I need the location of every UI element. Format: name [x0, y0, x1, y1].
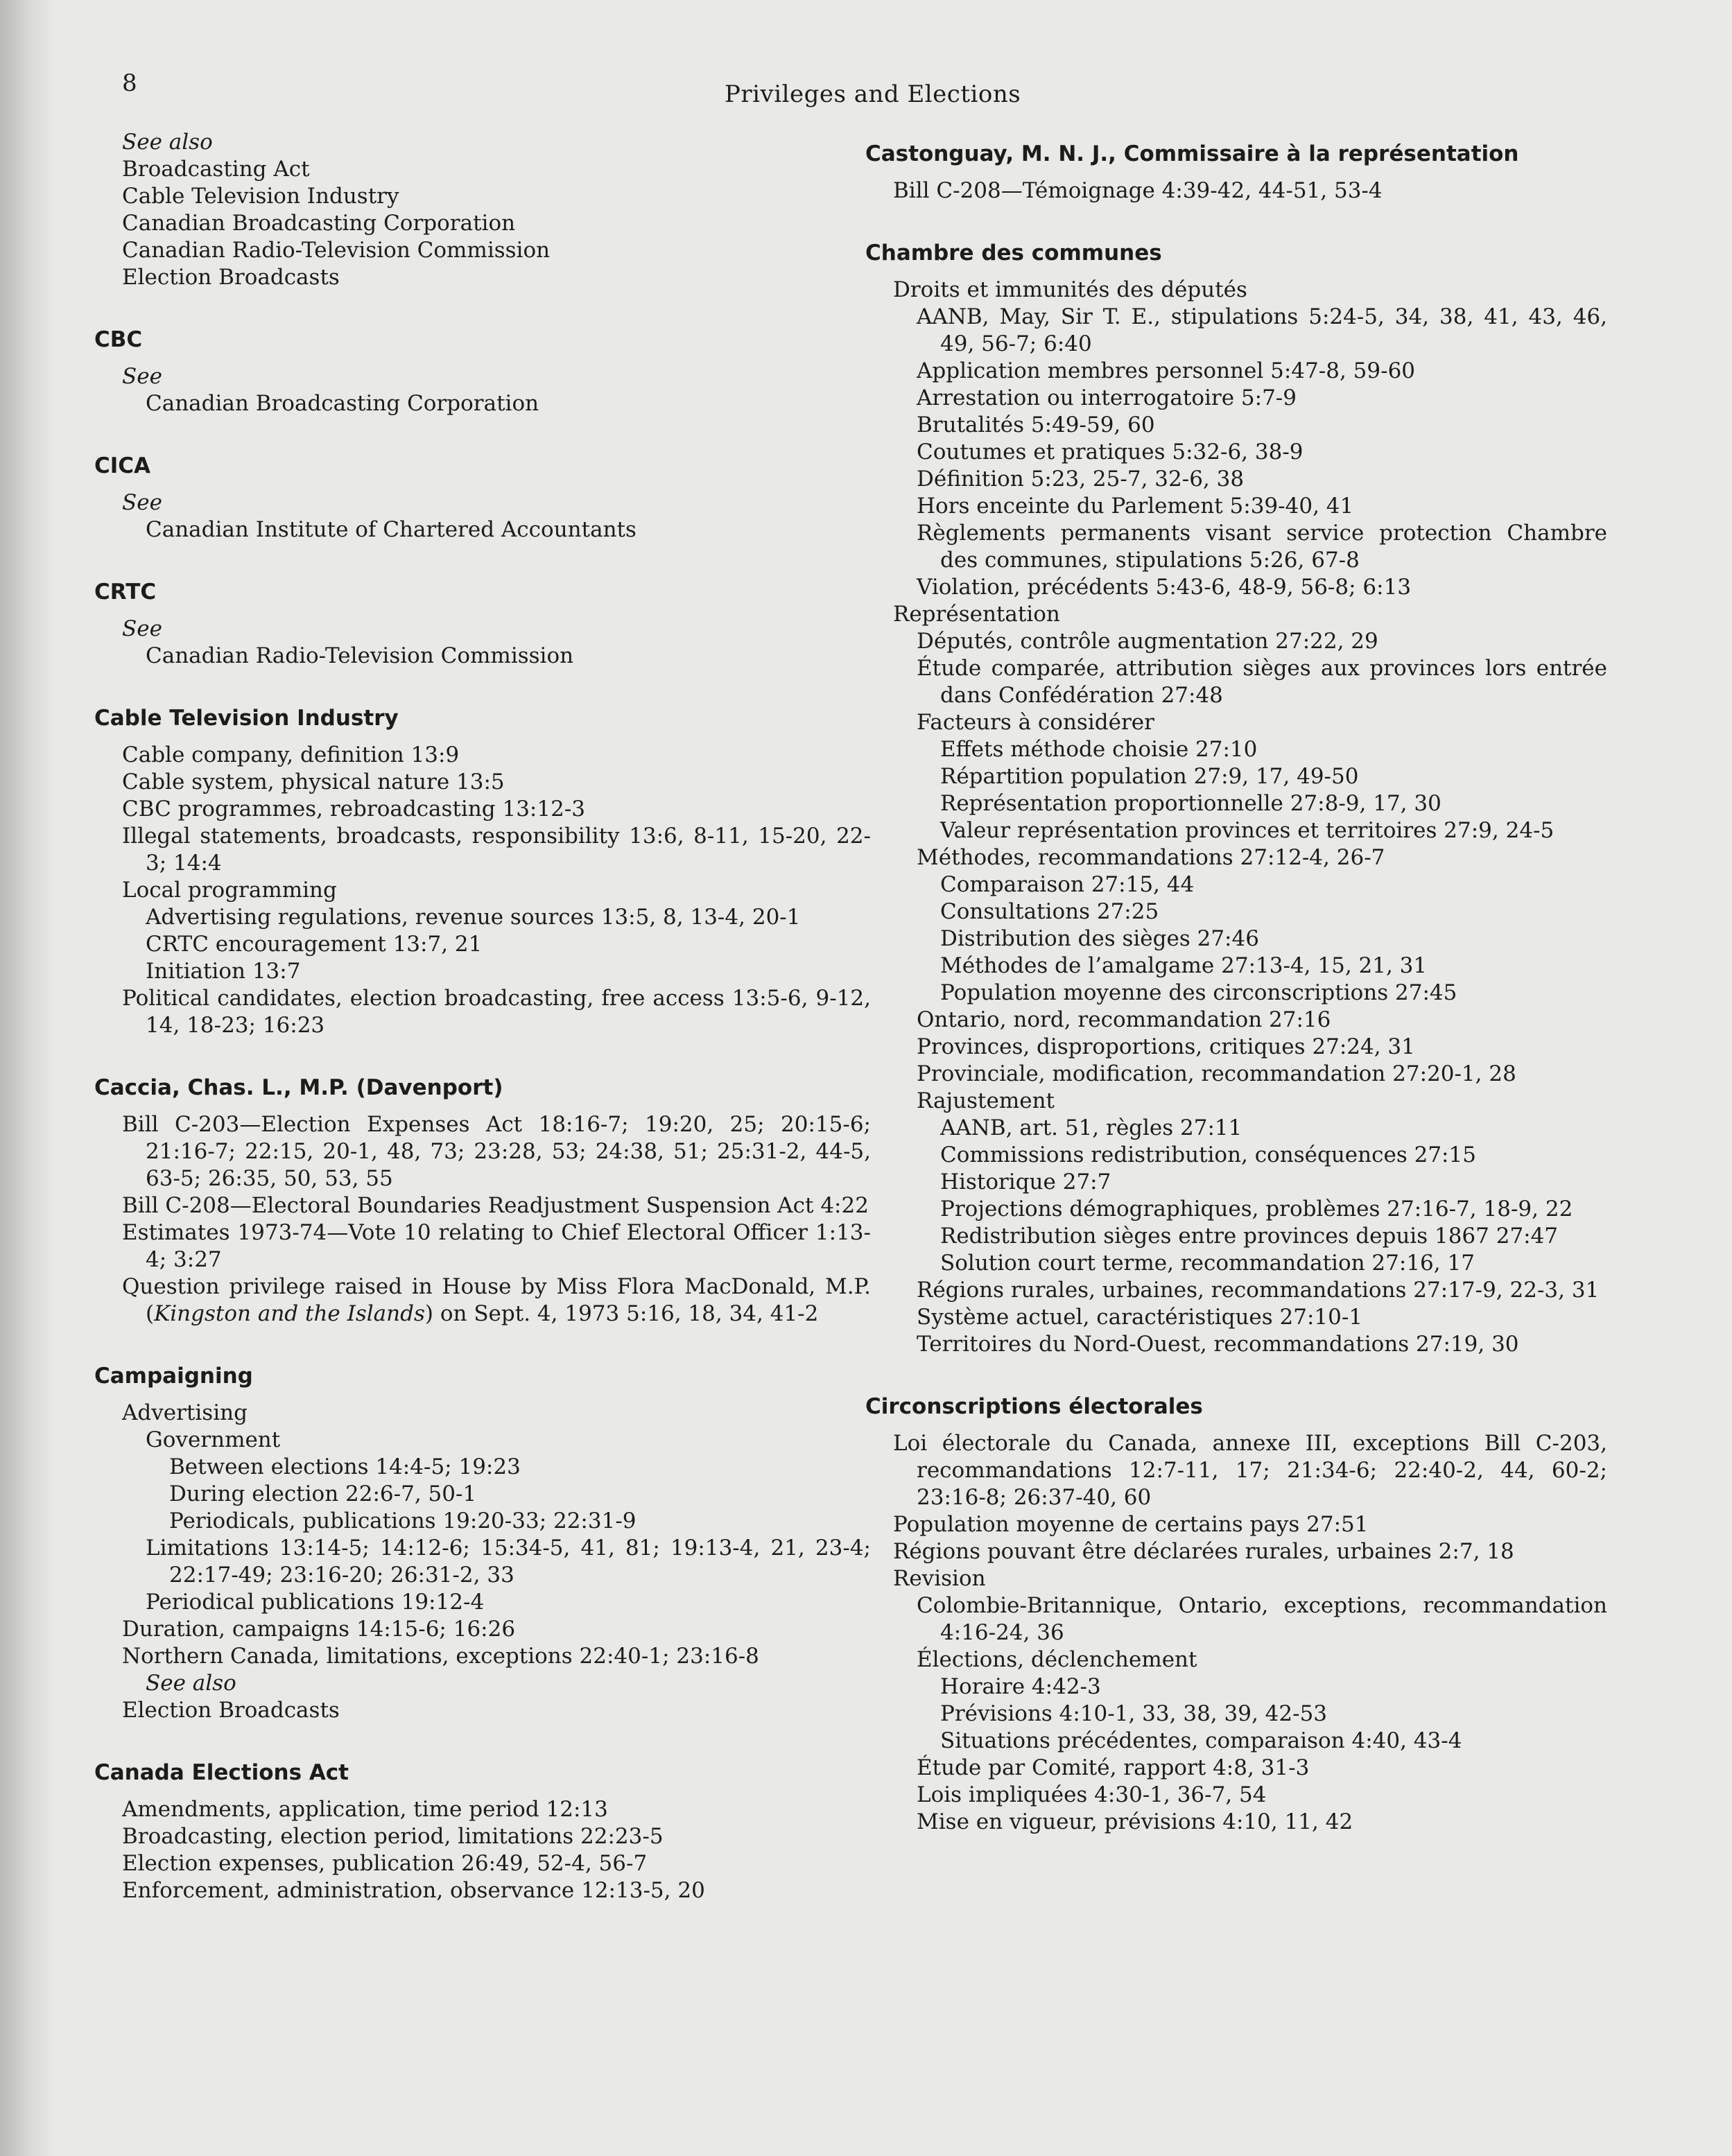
index-entry-caccia-chas-l-m-p-davenport: [94, 1074, 871, 1328]
index-subentry: AANB, art. 51, règles 27:11: [940, 1115, 1242, 1140]
index-subentry: Canadian Radio-Television Commission: [146, 643, 574, 668]
index-subentry: Mise en vigueur, prévisions 4:10, 11, 42: [917, 1809, 1353, 1834]
index-subentry: Solution court terme, recommandation 27:16, 17: [940, 1251, 1475, 1276]
index-subentry: Régions rurales, urbaines, recommandations 27:17-9, 22-3, 31: [917, 1278, 1600, 1303]
index-subentry: Advertising regulations, revenue sources 13:5, 8, 13-4, 20-1: [146, 905, 801, 930]
index-heading: CICA: [94, 453, 151, 478]
index-heading: Chambre des communes: [865, 241, 1162, 266]
index-subentry: Facteurs à considérer: [917, 710, 1154, 735]
index-subentry: Étude comparée, attribution sièges aux provinces lors entrée dans Confédération 27:48: [917, 656, 1607, 708]
index-subentry: Broadcasting Act: [122, 157, 310, 182]
index-subentry: Periodicals, publications 19:20-33; 22:31-9: [169, 1509, 636, 1533]
index-subentry: Consultations 27:25: [940, 899, 1159, 924]
index-subentry: AANB, May, Sir T. E., stipulations 5:24-5, 34, 38, 41, 43, 46, 49, 56-7; 6:40: [917, 304, 1607, 356]
index-subentry: Population moyenne des circonscriptions 27:45: [940, 980, 1457, 1005]
index-entry-cica: [94, 452, 871, 544]
index-entry-cable-television-industry: [94, 704, 871, 1039]
index-subentry: Election Broadcasts: [122, 265, 340, 290]
index-subentry: Élections, déclenchement: [917, 1647, 1197, 1672]
index-subentry: Cable company, definition 13:9: [122, 742, 460, 767]
index-subentry: Projections démographiques, problèmes 27:16-7, 18-9, 22: [940, 1197, 1573, 1222]
index-subentry: Enforcement, administration, observance 12:13-5, 20: [122, 1878, 705, 1903]
index-subentry: Estimates 1973-74—Vote 10 relating to Chief Electoral Officer 1:13-4; 3:27: [122, 1220, 871, 1272]
index-subentry: Bill C-208—Electoral Boundaries Readjustment Suspension Act 4:22: [122, 1193, 869, 1218]
see-reference-label: See: [122, 490, 162, 515]
index-subentry: Historique 27:7: [940, 1170, 1111, 1194]
index-entry-circonscriptions-electorales: [865, 1393, 1607, 1836]
index-subentry: Periodical publications 19:12-4: [146, 1590, 485, 1615]
index-subentry: Valeur représentation provinces et territoires 27:9, 24-5: [940, 818, 1555, 843]
index-subentry: Canadian Institute of Chartered Accountants: [146, 517, 636, 542]
index-subentry: Arrestation ou interrogatoire 5:7-9: [917, 385, 1297, 410]
running-head: Privileges and Elections: [725, 80, 1021, 108]
index-subentry: Méthodes de l’amalgame 27:13-4, 15, 21, 31: [940, 953, 1428, 978]
see-reference-label: See: [122, 364, 162, 389]
index-subentry: CRTC encouragement 13:7, 21: [146, 932, 483, 957]
index-heading: Caccia, Chas. L., M.P. (Davenport): [94, 1075, 503, 1100]
index-subentry: Brutalités 5:49-59, 60: [917, 412, 1155, 437]
index-subentry: Advertising: [122, 1400, 248, 1425]
right-index-column: [865, 125, 1607, 1836]
index-subentry: Ontario, nord, recommandation 27:16: [917, 1007, 1331, 1032]
index-heading: Canada Elections Act: [94, 1760, 349, 1785]
index-subentry: Bill C-208—Témoignage 4:39-42, 44-51, 53-4: [893, 178, 1383, 203]
index-subentry: Population moyenne de certains pays 27:51: [893, 1512, 1369, 1537]
index-subentry: Bill C-203—Election Expenses Act 18:16-7; 19:20, 25; 20:15-6; 21:16-7; 22:15, 20-1, 48, 73; 23:28, 53; 24:38, 51; 25:31-2, 44-5, 63-5; 26:35, 50, 53, 55: [122, 1112, 871, 1191]
index-subentry: Représentation: [893, 602, 1060, 627]
index-subentry: Coutumes et pratiques 5:32-6, 38-9: [917, 440, 1304, 464]
index-subentry: Définition 5:23, 25-7, 32-6, 38: [917, 467, 1245, 492]
index-heading: Castonguay, M. N. J., Commissaire à la représentation: [865, 141, 1519, 166]
index-heading: Cable Television Industry: [94, 706, 399, 731]
index-subentry: Prévisions 4:10-1, 33, 38, 39, 42-53: [940, 1701, 1328, 1726]
index-subentry: Étude par Comité, rapport 4:8, 31-3: [917, 1755, 1310, 1780]
index-subentry: Lois impliquées 4:30-1, 36-7, 54: [917, 1782, 1267, 1807]
index-subentry: Election expenses, publication 26:49, 52-4, 56-7: [122, 1851, 648, 1876]
index-subentry: Broadcasting, election period, limitations 22:23-5: [122, 1824, 664, 1849]
index-subentry: Députés, contrôle augmentation 27:22, 29: [917, 629, 1378, 654]
index-subentry: Canadian Broadcasting Corporation: [146, 391, 539, 416]
index-subentry: Provinciale, modification, recommandation 27:20-1, 28: [917, 1061, 1516, 1086]
index-subentry: Colombie-Britannique, Ontario, exceptions, recommandation 4:16-24, 36: [917, 1593, 1607, 1645]
index-subentry: Commissions redistribution, conséquences 27:15: [940, 1142, 1476, 1167]
see-reference-label: See: [122, 616, 162, 641]
index-subentry: Initiation 13:7: [146, 959, 301, 984]
index-heading: Circonscriptions électorales: [865, 1394, 1203, 1419]
index-subentry: Illegal statements, broadcasts, responsibility 13:6, 8-11, 15-20, 22-3; 14:4: [122, 824, 871, 876]
index-entry-canada-elections-act: [94, 1759, 871, 1904]
index-subentry: Hors enceinte du Parlement 5:39-40, 41: [917, 494, 1354, 519]
index-subentry: Duration, campaigns 14:15-6; 16:26: [122, 1617, 516, 1642]
see-reference-label: See also: [146, 1671, 236, 1696]
index-subentry: Between elections 14:4-5; 19:23: [169, 1454, 521, 1479]
index-subentry: Comparaison 27:15, 44: [940, 872, 1195, 897]
index-subentry: Political candidates, election broadcasting, free access 13:5-6, 9-12, 14, 18-23; 16:23: [122, 986, 871, 1038]
index-entry-chambre-des-communes: [865, 239, 1607, 1358]
index-subentry: Redistribution sièges entre provinces depuis 1867 27:47: [940, 1224, 1559, 1249]
index-subentry: Droits et immunités des députés: [893, 277, 1247, 302]
index-entry-castonguay-m-n-j-commissaire-a-la-repres: [865, 140, 1607, 205]
index-subentry: Distribution des sièges 27:46: [940, 926, 1259, 951]
index-subentry: Situations précédentes, comparaison 4:40, 43-4: [940, 1728, 1462, 1753]
index-heading: CBC: [94, 327, 143, 352]
index-subentry: Amendments, application, time period 12:13: [122, 1797, 608, 1822]
index-subentry: Régions pouvant être déclarées rurales, urbaines 2:7, 18: [893, 1539, 1514, 1564]
index-subentry: Horaire 4:42-3: [940, 1674, 1101, 1699]
index-subentry: During election 22:6-7, 50-1: [169, 1481, 477, 1506]
index-entry-continued: [94, 125, 871, 291]
index-subentry: Application membres personnel 5:47-8, 59-60: [917, 358, 1416, 383]
index-heading: Campaigning: [94, 1364, 253, 1389]
index-subentry: Revision: [893, 1566, 986, 1591]
index-subentry: Rajustement: [917, 1088, 1055, 1113]
index-subentry: Limitations 13:14-5; 14:12-6; 15:34-5, 41, 81; 19:13-4, 21, 23-4; 22:17-49; 23:16-20; 26:31-2, 33: [146, 1536, 871, 1588]
index-subentry: Canadian Radio-Television Commission: [122, 238, 551, 263]
index-heading: CRTC: [94, 580, 157, 605]
index-subentry: Méthodes, recommandations 27:12-4, 26-7: [917, 845, 1385, 870]
index-subentry: Cable system, physical nature 13:5: [122, 770, 505, 794]
index-subentry: CBC programmes, rebroadcasting 13:12-3: [122, 797, 586, 821]
page-number: 8: [122, 69, 137, 97]
index-subentry: Territoires du Nord-Ouest, recommandations 27:19, 30: [917, 1332, 1519, 1357]
left-index-column: [94, 125, 871, 1904]
index-entry-cbc: [94, 326, 871, 417]
index-subentry: Northern Canada, limitations, exceptions 22:40-1; 23:16-8: [122, 1644, 759, 1669]
index-subentry: Effets méthode choisie 27:10: [940, 737, 1258, 762]
index-subentry: Système actuel, caractéristiques 27:10-1: [917, 1305, 1363, 1330]
index-subentry: Local programming: [122, 878, 337, 903]
see-reference-label: See also: [122, 130, 213, 155]
index-subentry: Election Broadcasts: [122, 1698, 340, 1723]
index-subentry: Cable Television Industry: [122, 184, 399, 209]
index-subentry: Provinces, disproportions, critiques 27:24, 31: [917, 1034, 1415, 1059]
riding-name: Kingston and the Islands: [154, 1301, 425, 1326]
index-subentry: Canadian Broadcasting Corporation: [122, 211, 516, 236]
index-subentry: Répartition population 27:9, 17, 49-50: [940, 764, 1359, 789]
index-subentry: Représentation proportionnelle 27:8-9, 17, 30: [940, 791, 1441, 816]
index-subentry: Violation, précédents 5:43-6, 48-9, 56-8; 6:13: [917, 575, 1412, 600]
index-subentry: Question privilege raised in House by Miss Flora MacDonald, M.P. (Kingston and the Islands) on Sept. 4, 1973 5:16, 18, 34, 41-2: [122, 1274, 871, 1326]
index-entry-crtc: [94, 578, 871, 670]
index-subentry: Government: [146, 1427, 281, 1452]
index-entry-campaigning: [94, 1362, 871, 1724]
index-subentry: Règlements permanents visant service protection Chambre des communes, stipulations 5:26, 67-8: [917, 521, 1607, 573]
index-subentry: Loi électorale du Canada, annexe III, exceptions Bill C-203, recommandations 12:7-11, 17; 21:34-6; 22:40-2, 44, 60-2; 23:16-8; 26:37-40, 60: [893, 1431, 1607, 1510]
